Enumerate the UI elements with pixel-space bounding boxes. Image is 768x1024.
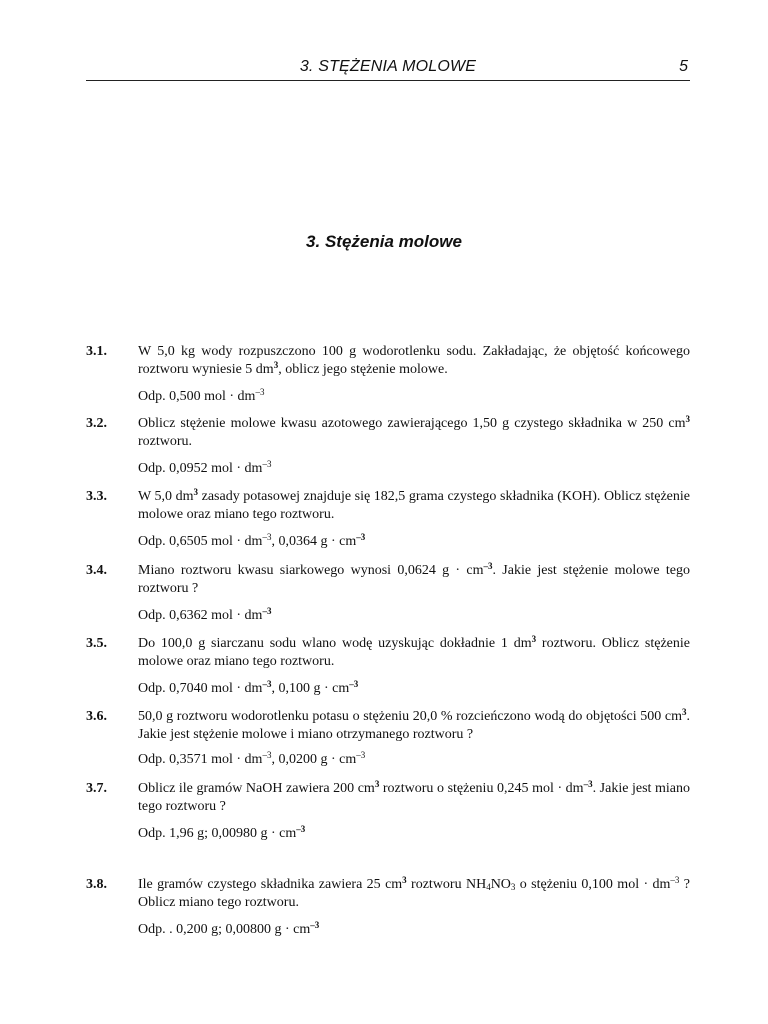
problem-number: 3.2.: [86, 416, 107, 431]
problem-number: 3.7.: [86, 781, 107, 796]
problem-answer: Odp. 0,7040 mol · $dm^{-3}$, 0,100 $g \cdot cm^{-3}$: [138, 679, 359, 696]
problem-answer: Odp. 1,96 g; 0,00980 $g \cdot cm^{-3}$: [138, 824, 306, 841]
problem-number: 3.8.: [86, 877, 107, 892]
running-header: [86, 58, 690, 81]
problem-3-8: [86, 876, 690, 939]
problem-answer: Odp. 0,500 mol · $dm^{-3}$: [138, 387, 265, 404]
problem-text: Ile gramów czystego składnika zawiera 25 $cm^3$ roztworu $NH_4NO_3$ o stężeniu 0,100 mol · $dm^{-3}$ ? Oblicz miano tego roztworu.: [138, 875, 690, 910]
running-header-title: 3. STĘŻENIA MOLOWE: [299, 58, 477, 75]
chapter-title: 3. Stężenia molowe: [306, 232, 462, 251]
problem-3-4: [86, 562, 690, 625]
problem-3-3: [86, 488, 690, 551]
problem-answer: Odp. 0,3571 mol · $dm^{-3}$, 0,0200 $g \cdot cm^{-3}$: [138, 750, 366, 767]
problem-answer: Odp. 0,6362 mol · $dm^{-3}$: [138, 606, 272, 623]
page-number: 5: [679, 58, 688, 75]
problem-number: 3.4.: [86, 563, 107, 578]
problem-answer: Odp. . 0,200 g; 0,00800 $g \cdot cm^{-3}$: [138, 920, 320, 937]
problem-text: W 5,0 kg wody rozpuszczono 100 g wodorotlenku sodu. Zakładając, że objętość końcowego roztworu wyniesie 5 $dm^3$, oblicz jego stężenie molowe.: [138, 344, 690, 377]
problem-answer: Odp. 0,6505 mol · $dm^{-3}$, 0,0364 $g \cdot cm^{-3}$: [138, 532, 366, 549]
problem-text: Miano roztworu kwasu siarkowego wynosi 0,0624 $g \cdot cm^{-3}$. Jakie jest stężenie molowe tego roztworu ?: [138, 561, 690, 596]
problem-text: Oblicz ile gramów NaOH zawiera 200 $cm^3$ roztworu o stężeniu 0,245 mol · $dm^{-3}$. Jakie jest miano tego roztworu ?: [138, 779, 691, 814]
problem-text: Do 100,0 g siarczanu sodu wlano wodę uzyskując dokładnie 1 $dm^3$ roztworu. Oblicz stężenie molowe oraz miano tego roztworu.: [138, 634, 690, 669]
problem-answer: Odp. 0,0952 mol · $dm^{-3}$: [138, 459, 272, 476]
problem-number: 3.6.: [86, 709, 107, 724]
problem-3-5: [86, 635, 690, 698]
problem-3-2: [86, 415, 690, 478]
problem-3-1: [86, 343, 690, 406]
problem-3-6: [86, 708, 690, 769]
problem-number: 3.3.: [86, 489, 107, 504]
problem-3-7: [86, 780, 690, 843]
problem-number: 3.5.: [86, 636, 107, 651]
problem-text: W 5,0 $dm^3$ zasady potasowej znajduje się 182,5 grama czystego składnika (KOH). Oblicz stężenie molowe oraz miano tego roztworu.: [138, 487, 690, 522]
problem-number: 3.1.: [86, 344, 107, 359]
problem-text: 50,0 g roztworu wodorotlenku potasu o stężeniu 20,0 % rozcieńczono wodą do objętości 500 $cm^3$. Jakie jest stężenie molowe i miano otrzymanego roztworu ?: [138, 707, 690, 742]
problem-text: Oblicz stężenie molowe kwasu azotowego zawierającego 1,50 g czystego składnika w 250 $cm^3$ roztworu.: [138, 414, 690, 449]
